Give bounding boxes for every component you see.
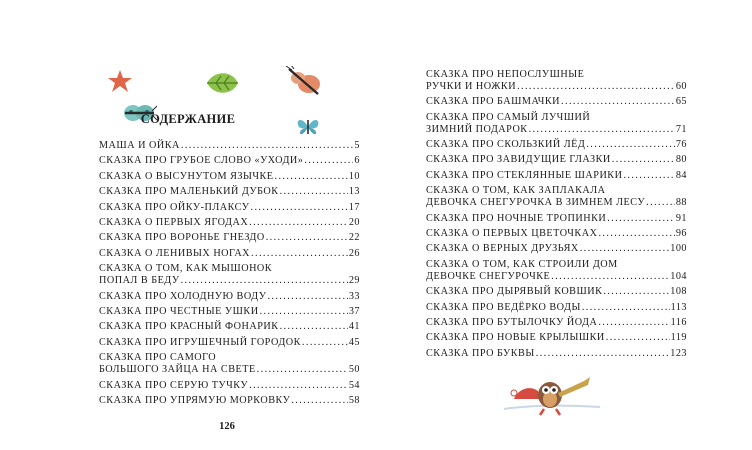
dot-leader <box>582 302 670 314</box>
toc-entry-page: 37 <box>348 305 360 317</box>
toc-entry-title: ДЕВОЧКЕ СНЕГУРОЧКЕ <box>426 270 551 282</box>
toc-left-column <box>99 140 360 407</box>
toc-entry <box>99 263 360 287</box>
dot-leader <box>561 96 675 108</box>
toc-entry <box>99 291 360 303</box>
toc-entry <box>426 139 687 151</box>
toc-entry <box>99 140 360 152</box>
toc-entry-page: 108 <box>670 286 687 298</box>
toc-entry-leader-line <box>99 291 360 303</box>
toc-entry-leader-line <box>426 124 687 136</box>
toc-entry-title: СКАЗКА О ЛЕНИВЫХ НОГАХ <box>99 247 251 259</box>
toc-entry-leader-line <box>99 364 360 376</box>
toc-entry <box>99 232 360 244</box>
toc-entry-leader-line <box>99 140 360 152</box>
toc-entry-title-line: СКАЗКА О ТОМ, КАК МЫШОНОК <box>99 263 273 275</box>
star-icon <box>107 69 133 93</box>
dot-leader <box>603 286 669 298</box>
toc-entry-title: СКАЗКА ПРО УПРЯМУЮ МОРКОВКУ <box>99 394 291 406</box>
toc-entry-title-line: СКАЗКА ПРО САМЫЙ ЛУЧШИЙ <box>426 111 591 123</box>
bird-illustration <box>500 369 610 419</box>
dot-leader <box>551 271 669 283</box>
toc-entry-page: 41 <box>348 321 360 333</box>
toc-entry-page: 84 <box>675 169 687 181</box>
toc-entry <box>426 317 687 329</box>
toc-entry-leader-line <box>99 217 360 229</box>
toc-entry-title: СКАЗКА ПРО КРАСНЫЙ ФОНАРИК <box>99 321 279 333</box>
dot-leader <box>304 155 353 167</box>
toc-entry-leader-line <box>426 348 687 360</box>
toc-entry-leader-line <box>426 139 687 151</box>
toc-entry-leader-line <box>426 81 687 93</box>
toc-entry-leader-line <box>426 317 687 329</box>
toc-entry-title: СКАЗКА ПРО БУТЫЛОЧКУ ЙОДА <box>426 316 598 328</box>
toc-entry-title: СКАЗКА О ПЕРВЫХ ЯГОДАХ <box>99 217 249 229</box>
toc-entry-page: 54 <box>348 379 360 391</box>
toc-right-column <box>426 69 687 360</box>
page-number: 126 <box>219 421 235 432</box>
toc-entry <box>426 332 687 344</box>
toc-entry-page: 50 <box>348 364 360 376</box>
dot-leader <box>586 139 674 151</box>
dot-leader <box>181 275 348 287</box>
dot-leader <box>249 217 348 229</box>
toc-entry-page: 20 <box>348 217 360 229</box>
toc-entry <box>99 186 360 198</box>
toc-entry-page: 123 <box>670 347 687 359</box>
dot-leader <box>181 140 354 152</box>
toc-entry-title: СКАЗКА ПРО БАШМАЧКИ <box>426 96 561 108</box>
dot-leader <box>257 364 348 376</box>
toc-entry-title: СКАЗКА ПРО ОЙКУ-ПЛАКСУ <box>99 201 250 213</box>
toc-entry-page: 96 <box>675 227 687 239</box>
toc-entry <box>99 248 360 260</box>
toc-entry-title-line: СКАЗКА О ТОМ, КАК СТРОИЛИ ДОМ <box>426 258 618 270</box>
toc-entry <box>99 380 360 392</box>
toc-entry-page: 119 <box>670 332 687 344</box>
toc-entry-page: 65 <box>675 96 687 108</box>
moth-icon <box>284 66 324 98</box>
toc-entry-leader-line <box>99 171 360 183</box>
toc-entry-title: СКАЗКА ПРО ВЕДЁРКО ВОДЫ <box>426 301 581 313</box>
toc-entry-title: ДЕВОЧКА СНЕГУРОЧКА В ЗИМНЕМ ЛЕСУ <box>426 197 646 209</box>
toc-entry-leader-line <box>426 170 687 182</box>
toc-entry <box>426 112 687 136</box>
toc-entry-leader-line <box>99 248 360 260</box>
toc-entry-page: 88 <box>675 197 687 209</box>
toc-entry <box>99 155 360 167</box>
toc-entry-title: СКАЗКА ПРО ГРУБОЕ СЛОВО «УХОДИ» <box>99 155 304 167</box>
toc-entry-page: 104 <box>670 270 687 282</box>
toc-entry-page: 113 <box>670 301 687 313</box>
leaf-icon <box>204 70 240 96</box>
toc-entry-title: СКАЗКА О ВЫСУНУТОМ ЯЗЫЧКЕ <box>99 170 274 182</box>
toc-entry-title: СКАЗКА ПРО БУКВЫ <box>426 347 535 359</box>
toc-entry <box>99 202 360 214</box>
dot-leader <box>280 186 348 198</box>
dot-leader <box>260 306 348 318</box>
toc-entry <box>99 337 360 349</box>
dot-leader <box>266 232 348 244</box>
dot-leader <box>612 154 675 166</box>
toc-entry-leader-line <box>426 271 687 283</box>
toc-entry <box>99 321 360 333</box>
toc-entry-page: 45 <box>348 336 360 348</box>
toc-entry-leader-line <box>426 286 687 298</box>
toc-entry <box>426 154 687 166</box>
dot-leader <box>517 81 675 93</box>
toc-entry-title: СКАЗКА ПРО ВОРОНЬЕ ГНЕЗДО <box>99 232 265 244</box>
toc-entry-title: РУЧКИ И НОЖКИ <box>426 80 517 92</box>
toc-entry-title: МАША И ОЙКА <box>99 140 180 151</box>
dot-leader <box>646 197 675 209</box>
toc-entry-page: 60 <box>675 80 687 92</box>
toc-entry <box>99 395 360 407</box>
toc-entry <box>426 96 687 108</box>
toc-entry-title: СКАЗКА ПРО СКОЛЬЗКИЙ ЛЁД <box>426 139 586 151</box>
toc-entry <box>99 306 360 318</box>
toc-entry-page: 71 <box>675 123 687 135</box>
dot-leader <box>275 171 348 183</box>
dot-leader <box>536 348 669 360</box>
toc-entry-title: СКАЗКА ПРО СТЕКЛЯННЫЕ ШАРИКИ <box>426 169 623 181</box>
dot-leader <box>291 395 348 407</box>
toc-entry <box>99 217 360 229</box>
toc-entry-title: СКАЗКА О ВЕРНЫХ ДРУЗЬЯХ <box>426 243 579 255</box>
toc-title: СОДЕРЖАНИЕ <box>140 112 236 126</box>
dot-leader <box>607 213 675 225</box>
toc-entry-title: СКАЗКА ПРО ЧЕСТНЫЕ УШКИ <box>99 305 259 317</box>
toc-entry <box>426 228 687 240</box>
toc-entry-leader-line <box>99 232 360 244</box>
toc-entry <box>99 171 360 183</box>
dot-leader <box>249 380 348 392</box>
toc-entry-title: СКАЗКА ПРО ЗАВИДУЩИЕ ГЛАЗКИ <box>426 154 611 166</box>
toc-entry-title-line: СКАЗКА ПРО НЕПОСЛУШНЫЕ <box>426 69 585 80</box>
dot-leader <box>302 337 348 349</box>
toc-entry-leader-line <box>99 155 360 167</box>
toc-entry-title: СКАЗКА ПРО ИГРУШЕЧНЫЙ ГОРОДОК <box>99 336 301 348</box>
dot-leader <box>267 291 347 303</box>
toc-entry-leader-line <box>99 186 360 198</box>
toc-entry-page: 80 <box>675 154 687 166</box>
toc-entry <box>426 185 687 209</box>
toc-entry-page: 58 <box>348 394 360 406</box>
toc-entry-leader-line <box>426 302 687 314</box>
toc-entry-page: 26 <box>348 247 360 259</box>
toc-entry-title-line: СКАЗКА ПРО САМОГО <box>99 352 217 364</box>
toc-entry-page: 6 <box>354 155 360 167</box>
toc-entry-leader-line <box>99 275 360 287</box>
toc-entry-title-line: СКАЗКА О ТОМ, КАК ЗАПЛАКАЛА <box>426 185 606 197</box>
toc-entry-page: 100 <box>670 243 687 255</box>
toc-entry-title: СКАЗКА ПРО ДЫРЯВЫЙ КОВШИК <box>426 286 603 298</box>
toc-entry-page: 91 <box>675 212 687 224</box>
dot-leader <box>606 332 670 344</box>
toc-entry-title: СКАЗКА ПРО СЕРУЮ ТУЧКУ <box>99 379 249 391</box>
toc-entry-leader-line <box>426 228 687 240</box>
toc-entry <box>426 259 687 283</box>
toc-entry-page: 10 <box>348 170 360 182</box>
toc-entry-page: 33 <box>348 290 360 302</box>
toc-entry-title: ЗИМНИЙ ПОДАРОК <box>426 123 528 135</box>
dot-leader <box>598 317 669 329</box>
toc-entry-leader-line <box>426 243 687 255</box>
toc-entry-leader-line <box>426 213 687 225</box>
toc-entry-page: 5 <box>354 140 360 151</box>
toc-entry-page: 22 <box>348 232 360 244</box>
toc-entry-page: 116 <box>670 316 687 328</box>
toc-entry-leader-line <box>426 332 687 344</box>
toc-entry <box>426 243 687 255</box>
dot-leader <box>529 124 675 136</box>
dot-leader <box>623 170 674 182</box>
dot-leader <box>598 228 674 240</box>
toc-entry-title: СКАЗКА ПРО ХОЛОДНУЮ ВОДУ <box>99 290 267 302</box>
toc-entry-title: БОЛЬШОГО ЗАЙЦА НА СВЕТЕ <box>99 364 256 376</box>
toc-entry-leader-line <box>99 321 360 333</box>
toc-entry-page: 29 <box>348 275 360 287</box>
toc-entry <box>99 352 360 376</box>
toc-entry-leader-line <box>426 96 687 108</box>
toc-entry-page: 76 <box>675 139 687 151</box>
toc-entry-title: ПОПАЛ В БЕДУ <box>99 275 180 287</box>
dot-leader <box>580 243 669 255</box>
toc-entry <box>426 69 687 93</box>
toc-entry-leader-line <box>99 395 360 407</box>
toc-entry-leader-line <box>426 197 687 209</box>
dot-leader <box>280 321 348 333</box>
dot-leader <box>251 248 348 260</box>
toc-entry <box>426 213 687 225</box>
toc-entry-title: СКАЗКА ПРО МАЛЕНЬКИЙ ДУБОК <box>99 186 279 198</box>
toc-entry-page: 17 <box>348 201 360 213</box>
toc-entry <box>426 302 687 314</box>
toc-entry-title: СКАЗКА ПРО НОЧНЫЕ ТРОПИНКИ <box>426 212 607 224</box>
toc-entry-leader-line <box>99 202 360 214</box>
toc-entry-leader-line <box>99 306 360 318</box>
toc-entry-page: 13 <box>348 186 360 198</box>
toc-entry <box>426 348 687 360</box>
toc-entry-leader-line <box>426 154 687 166</box>
toc-entry-leader-line <box>99 337 360 349</box>
toc-entry-title: СКАЗКА О ПЕРВЫХ ЦВЕТОЧКАХ <box>426 227 598 239</box>
toc-entry-leader-line <box>99 380 360 392</box>
dot-leader <box>251 202 348 214</box>
toc-entry <box>426 286 687 298</box>
toc-entry-title: СКАЗКА ПРО НОВЫЕ КРЫЛЫШКИ <box>426 332 605 344</box>
toc-entry <box>426 170 687 182</box>
